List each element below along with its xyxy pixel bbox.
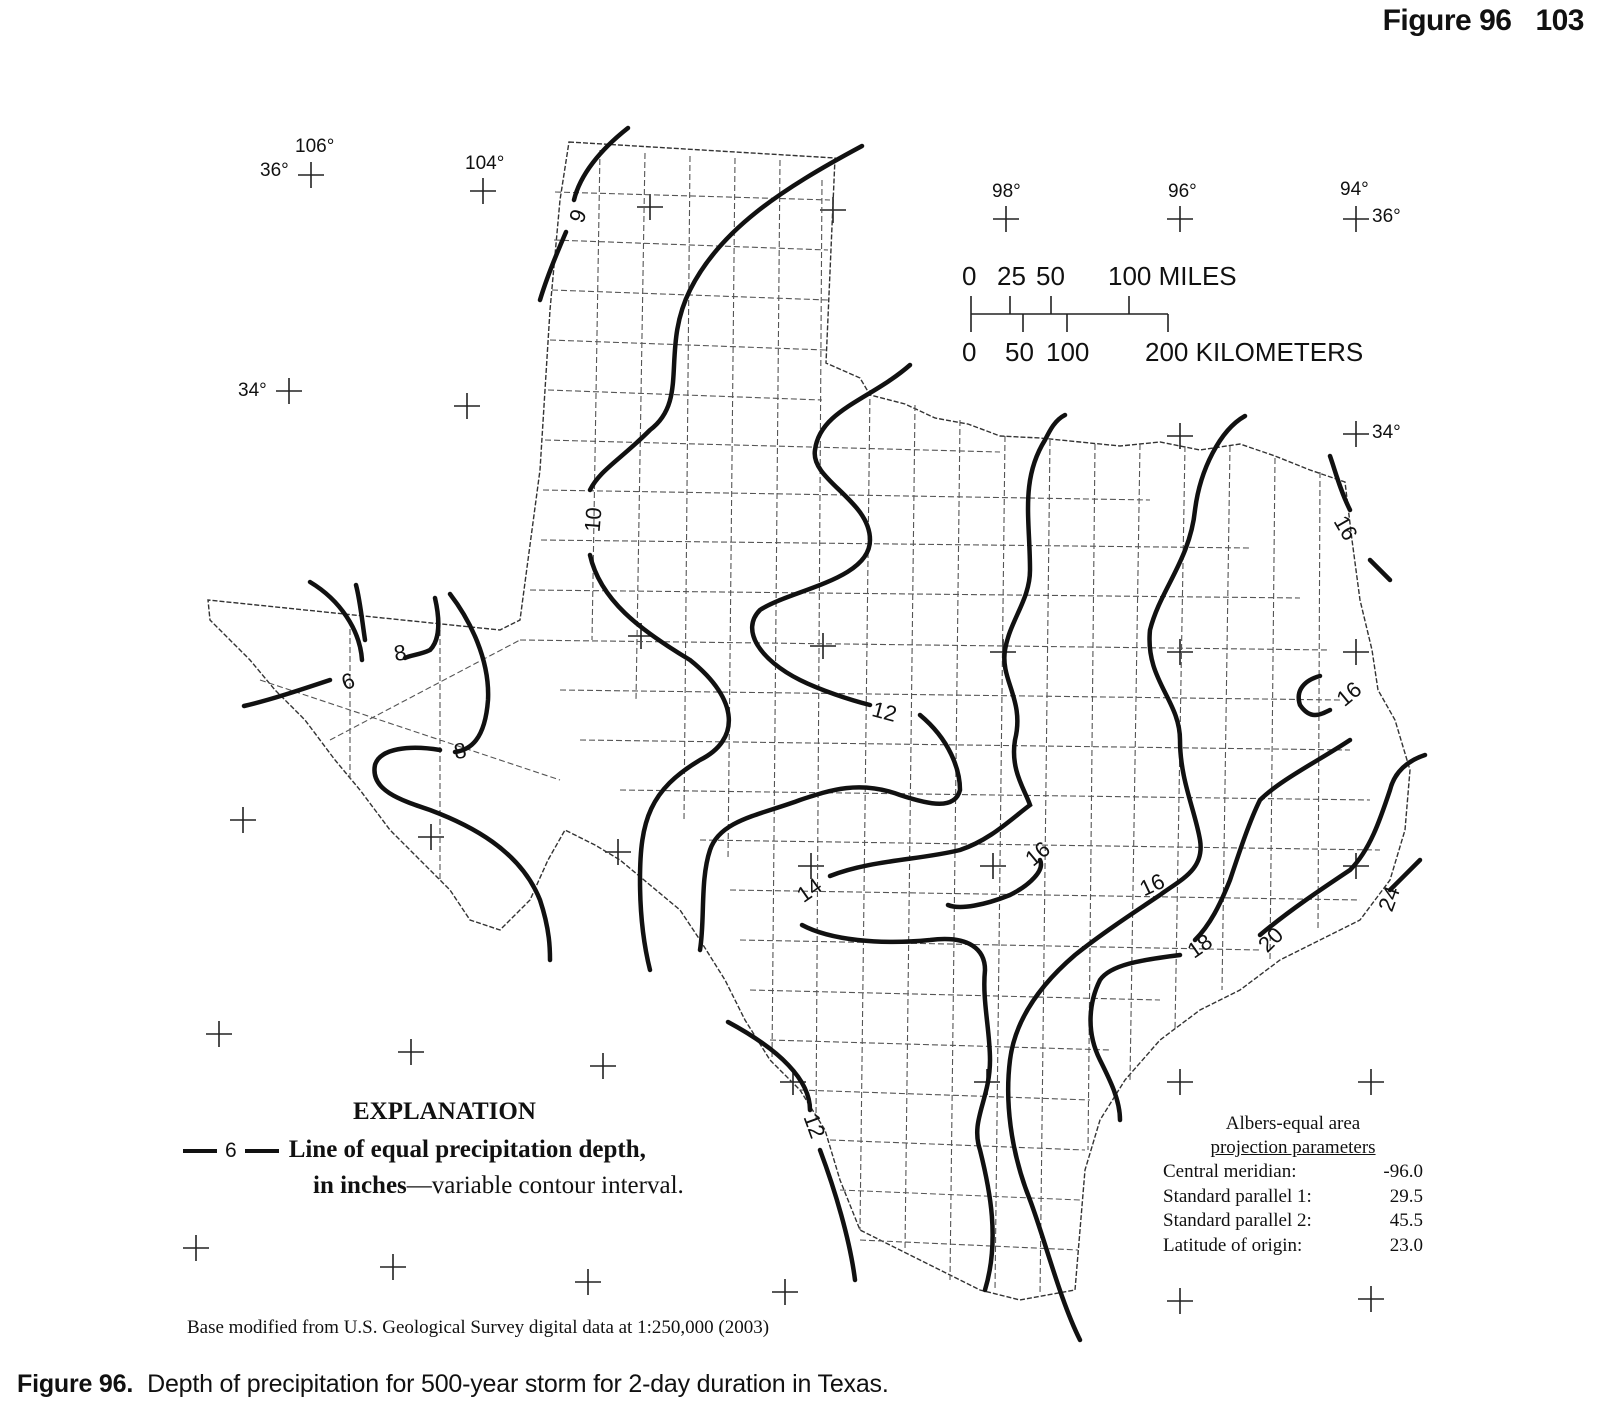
lat-label-34-west: 34°: [238, 380, 267, 401]
scale-mi-25: 25: [997, 261, 1026, 291]
contour-label-16-center: 16: [1020, 836, 1055, 872]
lon-label-94: 94°: [1340, 179, 1369, 200]
lon-label-106: 106°: [295, 136, 335, 157]
legend-sample-value: 6: [225, 1139, 237, 1163]
legend-line-swatch-right: [245, 1149, 279, 1153]
contour-label-9: 9: [563, 205, 592, 226]
explanation-title: EXPLANATION: [353, 1098, 536, 1125]
lat-label-34-east: 34°: [1372, 422, 1401, 443]
projection-label: Standard parallel 1:: [1163, 1185, 1312, 1207]
projection-row: [1163, 1234, 1423, 1259]
scale-mi-100: 100 MILES: [1108, 261, 1237, 291]
contour-label-12-south: 12: [798, 1110, 831, 1142]
contour-label-18: 18: [1182, 928, 1217, 964]
contour-11: [752, 365, 910, 705]
contour-label-8-a: 8: [391, 639, 409, 667]
scale-km-100: 100: [1046, 337, 1090, 367]
contour-label-16-loop: 16: [1331, 676, 1367, 712]
source-note: Base modified from U.S. Geological Survey digital data at 1:250,000 (2003): [187, 1317, 770, 1338]
projection-value: -96.0: [1383, 1161, 1423, 1182]
projection-value: 45.5: [1389, 1210, 1423, 1231]
legend-description: Line of equal precipitation depth,: [288, 1136, 646, 1163]
explanation-line-2: [313, 1172, 684, 1200]
projection-label: Latitude of origin:: [1163, 1234, 1303, 1256]
projection-row: [1163, 1209, 1423, 1234]
contour-label-12-mid: 12: [869, 696, 900, 727]
contour-12-south: [728, 1022, 855, 1280]
projection-label: Standard parallel 2:: [1163, 1210, 1312, 1231]
caption-label: Figure 96.: [17, 1370, 134, 1398]
contour-label-16-ne: 16: [1328, 511, 1363, 545]
page-number: 103: [1535, 4, 1584, 37]
lon-label-98: 98°: [992, 181, 1021, 202]
scale-km-50: 50: [1005, 337, 1034, 367]
contour-14: [802, 925, 993, 1290]
lat-label-36-west: 36°: [260, 160, 289, 181]
scale-km-200: 200 KILOMETERS: [1145, 337, 1364, 367]
projection-subtitle: projection parameters: [1210, 1137, 1376, 1158]
contour-label-20: 20: [1253, 922, 1289, 958]
projection-row: [1163, 1160, 1423, 1185]
projection-row: [1163, 1185, 1423, 1210]
lon-label-96: 96°: [1168, 181, 1197, 202]
lat-label-36-east: 36°: [1372, 206, 1401, 227]
legend-units: in inches: [313, 1172, 407, 1199]
caption-text: Depth of precipitation for 500-year storm for 2-day duration in Texas.: [147, 1370, 889, 1398]
contour-label-24: 24: [1373, 883, 1405, 915]
contour-16-loop: [1299, 676, 1330, 715]
scale-km-0: 0: [962, 337, 977, 367]
contour-8-loop: [374, 748, 550, 960]
contour-10-south: [590, 555, 729, 970]
contour-8-b: [405, 594, 488, 752]
contour-12-mid: [700, 715, 960, 950]
contour-label-10: 10: [579, 506, 607, 533]
legend-interval-note: —variable contour interval.: [406, 1172, 684, 1199]
contour-16-center: [948, 860, 1041, 907]
contour-label-14: 14: [791, 872, 827, 908]
figure-label: Figure 96: [1382, 4, 1512, 37]
projection-value: 23.0: [1389, 1234, 1423, 1256]
contour-label-6: 6: [338, 667, 359, 696]
contour-label-16-east: 16: [1135, 868, 1169, 902]
legend-line-swatch-left: [183, 1149, 217, 1153]
projection-title: Albers-equal area: [1225, 1113, 1361, 1134]
projection-value: 29.5: [1389, 1185, 1423, 1207]
scale-mi-50: 50: [1036, 261, 1065, 291]
projection-label: Central meridian:: [1163, 1161, 1297, 1182]
scale-mi-0: 0: [962, 261, 977, 291]
contour-label-8-b: 8: [451, 737, 469, 765]
projection-parameters: [1163, 1112, 1423, 1258]
scale-bar: [962, 261, 1363, 367]
lon-label-104: 104°: [465, 153, 505, 174]
contour-8-a: [310, 582, 365, 660]
contour-24: [1390, 860, 1420, 890]
figure-caption: [17, 1370, 889, 1399]
explanation-line-1: [183, 1136, 646, 1164]
